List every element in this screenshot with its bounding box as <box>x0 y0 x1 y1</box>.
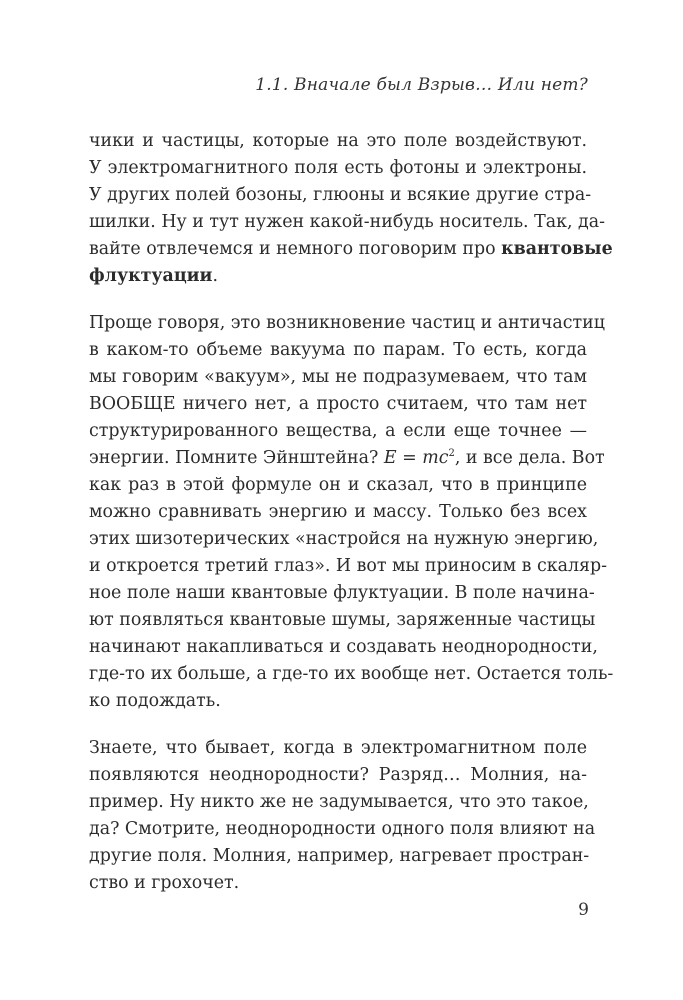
text-span: . <box>212 266 218 286</box>
text-span: энергии. Помните Эйнштейна? <box>89 448 379 468</box>
text-line: в каком-то объеме вакуума по парам. То есть, когда <box>89 340 587 360</box>
text-span: , и все дела. Вот <box>454 448 605 468</box>
text-line: ство и грохочет. <box>89 873 240 893</box>
text-line: пример. Ну никто же не задумывается, что это такое, <box>89 792 589 812</box>
running-header: 1.1. Вначале был Взрыв… Или нет? <box>255 75 588 95</box>
text-line <box>89 263 587 290</box>
paragraph-3 <box>89 735 596 897</box>
text-line: чики и частицы, которые на это поле воздействуют. <box>89 131 587 151</box>
paragraph-2 <box>89 310 614 715</box>
text-line: ное поле наши квантовые флуктуации. В поле начина- <box>89 583 595 603</box>
page-number: 9 <box>578 900 589 920</box>
text-line: начинают накапливаться и создавать неоднородности, <box>89 637 598 657</box>
bold-term: квантовые <box>501 239 613 259</box>
text-line: шилки. Ну и тут нужен какой-нибудь носитель. Так, да- <box>89 212 605 232</box>
text-line: появляются неоднородности? Разряд… Молния, на- <box>89 765 587 785</box>
bold-term: флуктуации <box>89 266 213 286</box>
text-line: Знаете, что бывает, когда в электромагнитном поле <box>89 738 587 758</box>
text-line: и откроется третий глаз». И вот мы приносим в скаляр- <box>89 556 607 576</box>
text-line: У других полей бозоны, глюоны и всякие другие стра- <box>89 185 592 205</box>
text-line: структурированного вещества, а если еще точнее — <box>89 421 587 441</box>
body-text <box>89 128 614 897</box>
text-line: где-то их больше, а где-то их вообще нет. Остается толь- <box>89 664 614 684</box>
text-line: другие поля. Молния, например, нагревает простран- <box>89 846 590 866</box>
text-line: можно сравнивать энергию и массу. Только без всех <box>89 502 587 522</box>
formula-superscript: 2 <box>448 448 455 460</box>
text-span: вайте отвлечемся и немного поговорим про <box>89 239 496 259</box>
text-line: ВООБЩЕ ничего нет, а просто считаем, что там нет <box>89 394 587 414</box>
text-line: да? Смотрите, неоднородности одного поля влияют на <box>89 819 596 839</box>
text-line <box>89 445 605 472</box>
text-line: этих шизотерических «настройся на нужную энергию, <box>89 529 599 549</box>
formula: E = mc <box>383 448 449 468</box>
paragraph-1 <box>89 128 613 290</box>
text-line: как раз в этой формуле он и сказал, что в принципе <box>89 475 587 495</box>
text-line: ко подождать. <box>89 691 221 711</box>
text-line: ют появляться квантовые шумы, заряженные частицы <box>89 610 596 630</box>
text-line <box>89 236 613 263</box>
text-line: мы говорим «вакуум», мы не подразумеваем, что там <box>89 367 587 387</box>
text-line: Проще говоря, это возникновение частиц и античастиц <box>89 313 605 333</box>
text-line: У электромагнитного поля есть фотоны и электроны. <box>89 158 587 178</box>
